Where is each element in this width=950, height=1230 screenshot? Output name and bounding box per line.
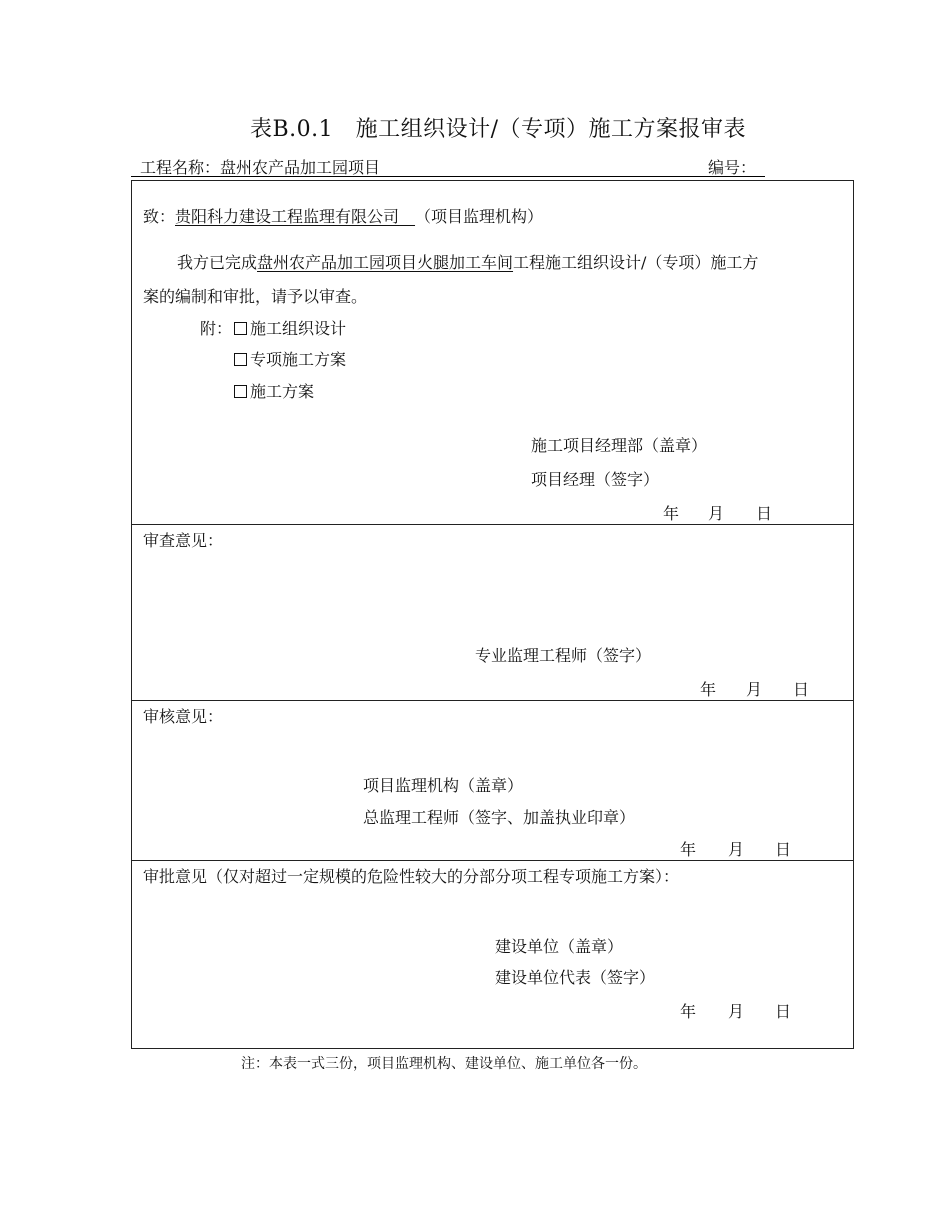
sign-supervisor: 专业监理工程师（签字） [475, 646, 652, 665]
date-day: 日 [793, 680, 810, 699]
date-month: 月 [708, 504, 725, 523]
sign-rep: 建设单位代表（签字） [495, 968, 656, 987]
sign-dept: 施工项目经理部（盖章） [531, 436, 708, 455]
body-prefix: 我方已完成 [177, 253, 258, 272]
sign-chief: 总监理工程师（签字、加盖执业印章） [363, 808, 636, 827]
audit-label: 审核意见： [143, 707, 224, 726]
page-title: 表B.0.1 施工组织设计/（专项）施工方案报审表 [249, 117, 747, 142]
recipient-underline-gap [399, 207, 415, 226]
date-day: 日 [775, 840, 792, 859]
date-month: 月 [746, 680, 763, 699]
date-year: 年 [680, 840, 697, 859]
attachment-item [234, 316, 346, 339]
attachment-label: 施工组织设计 [250, 319, 347, 338]
footnote: 注：本表一式三份，项目监理机构、建设单位、施工单位各一份。 [241, 1056, 647, 1072]
body-rest: 工程施工组织设计/（专项）施工方 [513, 253, 759, 272]
recipient-name: 贵阳科力建设工程监理有限公司 [175, 207, 400, 226]
body-project-name: 盘州农产品加工园项目火腿加工车间 [257, 253, 514, 272]
approval-label: 审批意见（仅对超过一定规模的危险性较大的分部分项工程专项施工方案）： [143, 867, 680, 886]
recipient-suffix: （项目监理机构） [415, 207, 544, 226]
section-divider [131, 860, 854, 861]
attachment-item [234, 347, 346, 370]
date-year: 年 [680, 1002, 697, 1021]
section-divider [131, 700, 854, 701]
body-line-1 [177, 250, 758, 273]
attachment-label: 专项施工方案 [250, 350, 347, 369]
to-label: 致： [143, 207, 176, 226]
date-day: 日 [775, 1002, 792, 1021]
sign-unit: 建设单位（盖章） [495, 937, 624, 956]
body-line-2: 案的编制和审批，请予以审查。 [143, 287, 368, 306]
attachment-item [234, 379, 314, 402]
project-name-field [140, 155, 380, 178]
date-day: 日 [756, 504, 773, 523]
section-divider [131, 524, 854, 525]
form-table [131, 180, 854, 1049]
sign-manager: 项目经理（签字） [531, 470, 660, 489]
date-month: 月 [728, 1002, 745, 1021]
project-label: 工程名称： [140, 158, 221, 177]
recipient-line [143, 204, 543, 227]
header-underline [131, 176, 765, 177]
attach-label: 附： [200, 319, 233, 338]
review-label: 审查意见： [143, 531, 224, 550]
checkbox-icon[interactable] [234, 322, 247, 335]
date-month: 月 [728, 840, 745, 859]
date-year: 年 [663, 504, 680, 523]
attachment-label: 施工方案 [250, 382, 315, 401]
checkbox-icon[interactable] [234, 353, 247, 366]
number-label: 编号： [708, 158, 757, 177]
checkbox-icon[interactable] [234, 385, 247, 398]
sign-org: 项目监理机构（盖章） [363, 776, 524, 795]
project-name: 盘州农产品加工园项目 [220, 158, 381, 177]
date-year: 年 [700, 680, 717, 699]
